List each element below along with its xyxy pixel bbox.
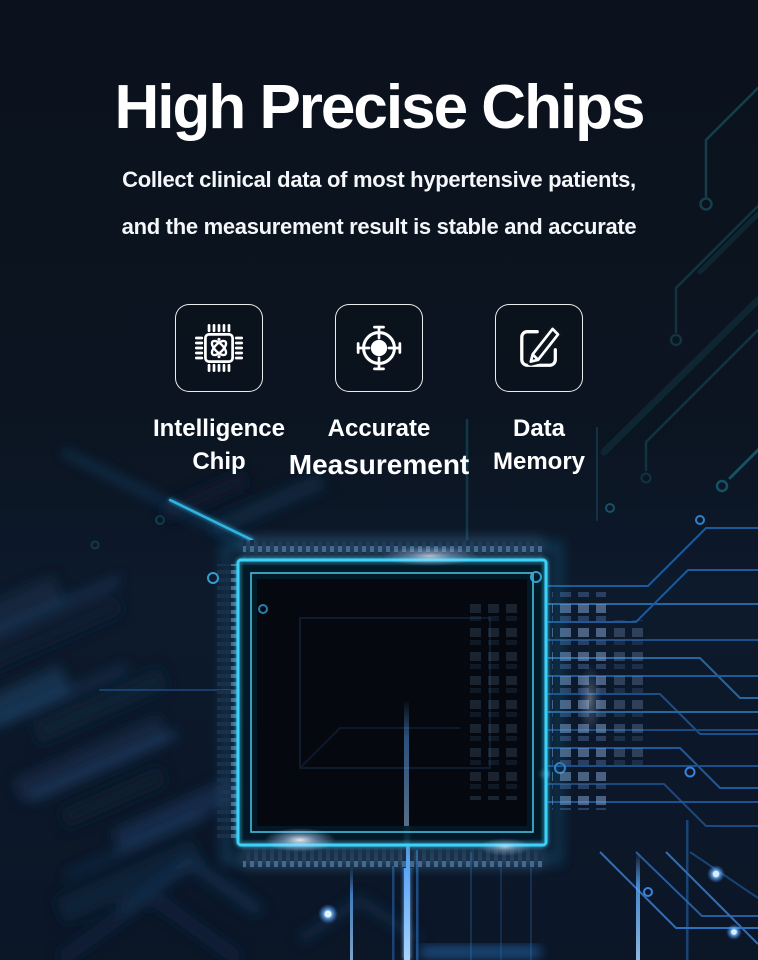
chip-atom-icon-svg xyxy=(190,319,248,377)
feature-intelligence-chip xyxy=(139,304,299,483)
feature-label-line1: Accurate xyxy=(327,415,431,443)
feature-label xyxy=(153,413,285,478)
feature-label-line1: Intelligence xyxy=(152,415,286,443)
feature-label-line2: Chip xyxy=(192,447,246,475)
feature-label-line2: Measurement xyxy=(288,448,470,480)
subtitle-line-1: Collect clinical data of most hypertensive patients, xyxy=(122,167,636,193)
features-row xyxy=(0,304,758,483)
edit-memory-icon xyxy=(495,304,583,392)
subtitle-line-2: and the measurement result is stable and accurate xyxy=(121,214,637,240)
feature-label xyxy=(493,413,585,478)
target-icon xyxy=(335,304,423,392)
feature-label-line1: Data xyxy=(512,415,566,443)
target-icon-svg xyxy=(350,319,408,377)
page-title: High Precise Chips xyxy=(114,73,644,142)
feature-data-memory xyxy=(459,304,619,483)
edit-memory-icon-svg xyxy=(510,319,568,377)
feature-accurate-measurement xyxy=(288,304,470,483)
feature-label xyxy=(289,413,470,483)
chip-atom-icon xyxy=(175,304,263,392)
feature-label-line2: Memory xyxy=(492,447,586,475)
